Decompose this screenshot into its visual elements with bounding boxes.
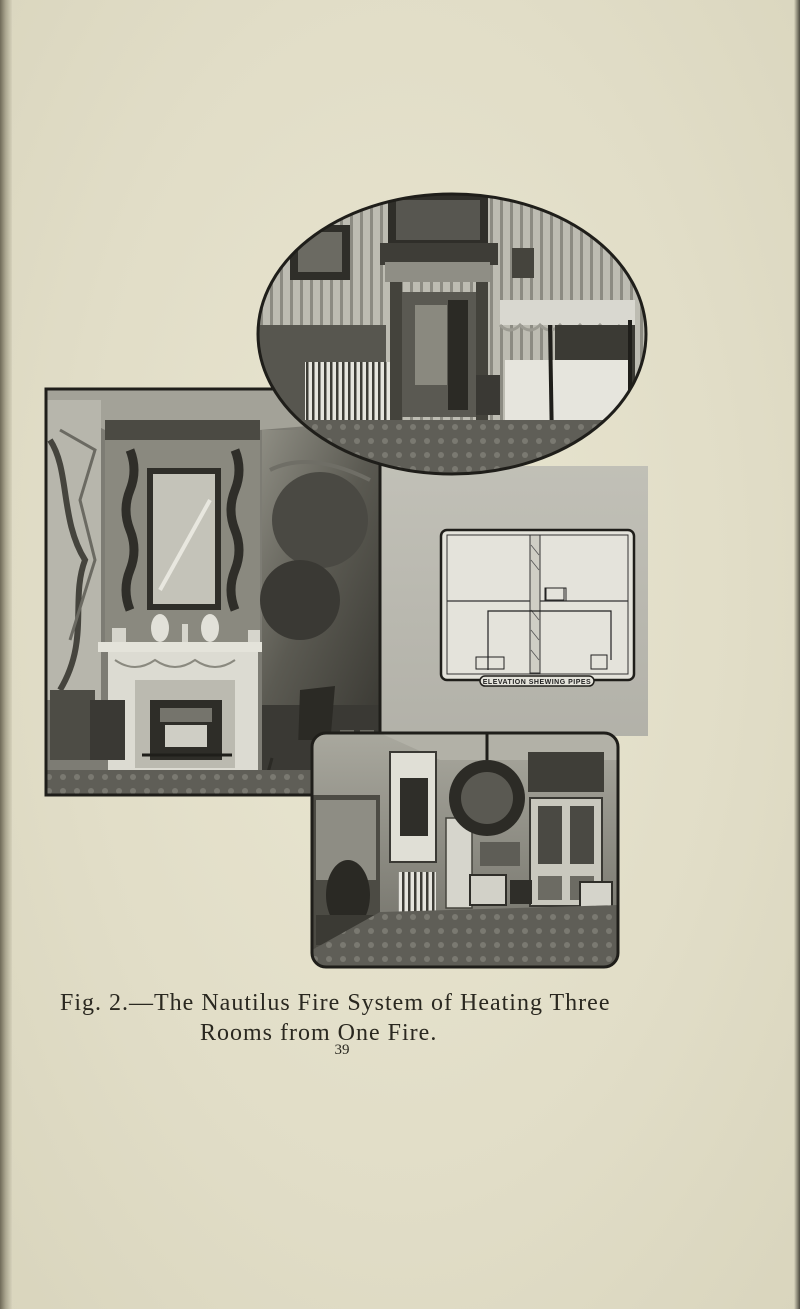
page-number: 39 xyxy=(334,1042,350,1058)
figure-caption xyxy=(60,988,680,1048)
caption-line-2: Rooms from One Fire. xyxy=(200,1020,438,1046)
elevation-label: ELEVATION SHEWING PIPES xyxy=(482,679,592,686)
elevation-diagram xyxy=(441,530,634,686)
caption-line-1: Fig. 2.—The Nautilus Fire System of Heating Three xyxy=(60,990,611,1016)
drawing-room-photo xyxy=(312,733,618,967)
